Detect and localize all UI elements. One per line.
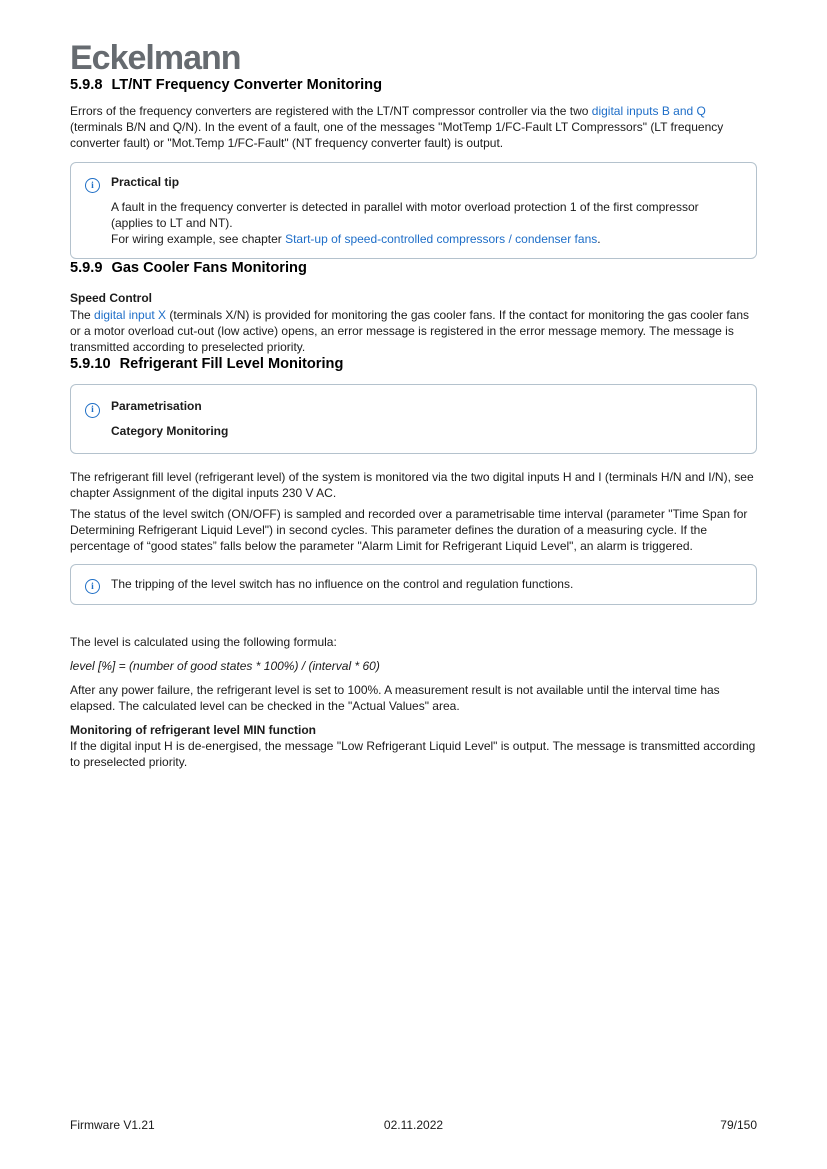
page-footer [70,1118,757,1132]
paragraph-text: (terminals X/N) is provided for monitoring the gas cooler fans. If the contact for monitoring the gas cooler fans or a motor overload cut-out (low active) opens, an error message is registered in the error message memory. The message is transmitted according to preselected priority. [70,307,750,355]
note-box-text: The tripping of the level switch has no influence on the control and regulation functions. [111,577,574,592]
parametrisation-box-body [111,398,742,439]
min-function-paragraph: If the digital input H is de-energised, the message "Low Refrigerant Liquid Level" is output. The message is transmitted according to preselected priority. [70,739,756,770]
link-digital-input-x[interactable]: digital input X [94,307,167,322]
section-number: 5.9.9 [70,260,103,277]
section-number: 5.9.10 [70,356,111,373]
parametrisation-label: Parametrisation [111,399,202,414]
paragraph-text: The [70,307,95,322]
icon-column [85,174,100,248]
section-heading-598 [70,76,757,94]
section-heading-5910 [70,355,757,373]
formula-intro: The level is calculated using the following formula: [70,635,337,650]
parametrisation-box [70,384,757,453]
icon-column [85,575,100,595]
info-icon: i [85,403,100,418]
tip-line1: A fault in the frequency converter is detected in parallel with motor overload protection 1 of the first compressor (applies to LT and NT). [111,199,699,231]
section-5910-paragraph-1: The refrigerant fill level (refrigerant level) of the system is monitored via the two digital inputs H and I (terminals H/N and I/N), see chapter Assignment of the digital inputs 230 V AC. [70,469,754,500]
tip-box-body [111,174,742,248]
paragraph-text: (terminals B/N and Q/N). In the event of a fault, one of the messages "MotTemp 1/FC-Fault LT Compressors" (LT frequency converter fault) or "Mot.Temp 1/FC-Fault" (NT frequency converter fault) is output. [70,120,724,151]
section-599-paragraph [70,307,757,356]
icon-column [85,398,100,439]
footer-date: 02.11.2022 [383,1118,444,1132]
section-heading-599 [70,259,757,277]
practical-tip-box [70,162,757,260]
tip-box-title: Practical tip [111,174,180,189]
footer-page-number: 79/150 [720,1118,757,1132]
section-5910-paragraph-2: The status of the level switch (ON/OFF) is sampled and recorded over a parametrisable time interval (parameter "Time Span for Determining Refrigerant Liquid Level") in second cycles. This parameter defines the duration of a measuring cycle. If the percentage of “good states” falls below the parameter "Alarm Limit for Refrigerant Liquid Level", an alarm is triggered. [70,507,748,554]
level-formula: level [%] = (number of good states * 100%) / (interval * 60) [70,659,380,674]
company-logo: Eckelmann [70,39,241,77]
section-number: 5.9.8 [70,77,103,93]
section-title: LT/NT Frequency Converter Monitoring [111,77,383,93]
info-icon: i [85,178,100,193]
min-function-subheading: Monitoring of refrigerant level MIN function [70,722,316,737]
category-monitoring-label: Category Monitoring [111,424,229,439]
info-icon: i [85,579,100,594]
link-startup-chapter[interactable]: Start-up of speed-controlled compressors / condenser fans [285,232,598,247]
power-failure-paragraph: After any power failure, the refrigerant level is set to 100%. A measurement result is not available until the interval time has elapsed. The calculated level can be checked in the "Actual Values" area. [70,682,720,713]
speed-control-subheading: Speed Control [70,291,153,306]
tip-box-text [111,199,742,248]
section-title: Refrigerant Fill Level Monitoring [119,356,344,373]
tip-line2-post: . [597,232,601,247]
footer-firmware-version: Firmware V1.21 [70,1118,155,1132]
paragraph-text: Errors of the frequency converters are registered with the LT/NT compressor controller via the two [70,104,592,118]
section-598-paragraph [70,103,757,152]
tip-line2-pre: For wiring example, see chapter [111,232,286,247]
section-title: Gas Cooler Fans Monitoring [111,260,307,277]
link-digital-inputs-b-q[interactable]: digital inputs B and Q [591,104,706,118]
document-page [70,0,757,771]
note-box [70,564,757,606]
